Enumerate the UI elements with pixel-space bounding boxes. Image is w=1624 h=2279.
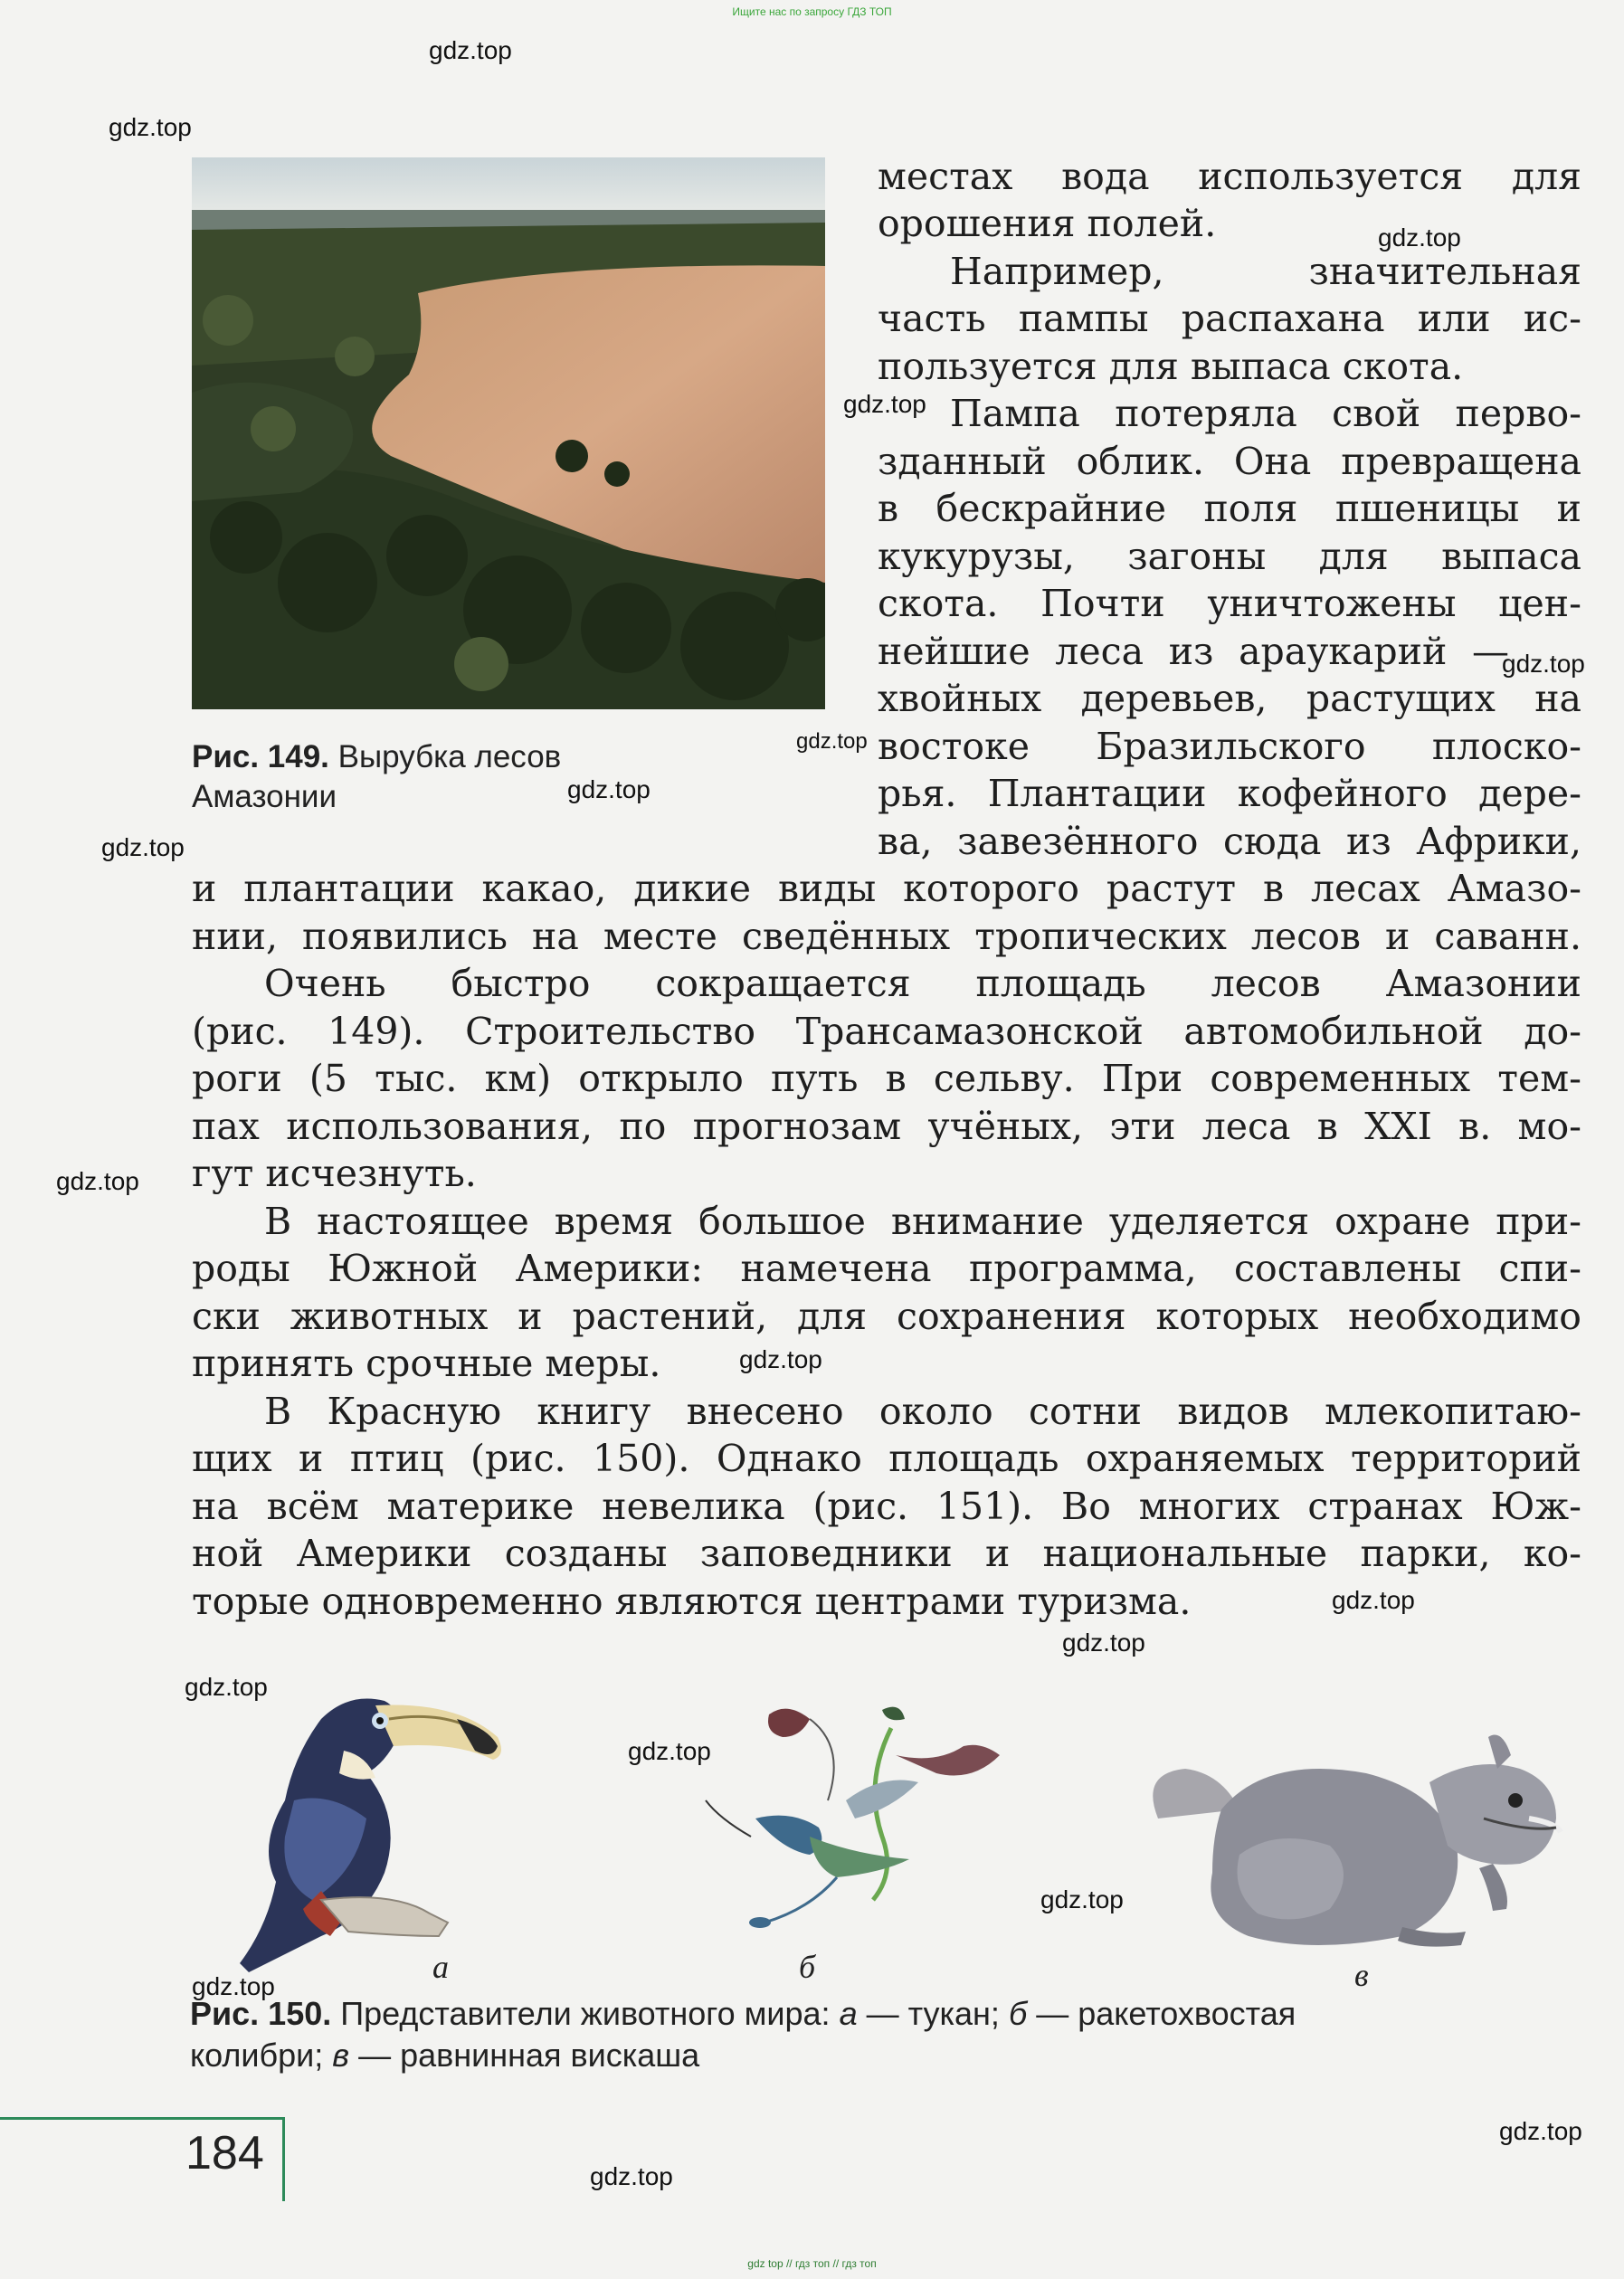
text-line: принять срочные меры. — [192, 1342, 661, 1385]
caption-letter: а — [839, 1995, 858, 2032]
figure-letter-v: в — [1354, 1957, 1369, 1993]
caption-text: — ракетохвостая — [1027, 1995, 1296, 2032]
text-line: местах вода используется для — [878, 155, 1581, 198]
watermark: gdz.top — [1062, 1629, 1145, 1657]
watermark: gdz.top — [628, 1737, 711, 1765]
text-line: ва, завезённого сюда из Африки, — [878, 820, 1581, 863]
caption-text: колибри; — [190, 2037, 333, 2074]
text-line: ски животных и растений, для сохранения которых необходимо — [192, 1295, 1581, 1338]
caption-letter: б — [1008, 1995, 1028, 2032]
watermark: gdz.top — [192, 1972, 275, 2000]
amazon-deforestation-photo — [192, 157, 825, 709]
bottom-banner: gdz top // гдз топ // гдз топ — [747, 2257, 877, 2270]
watermark: gdz.top — [56, 1167, 139, 1195]
figure-label: Рис. 149. — [192, 739, 329, 774]
watermark: gdz.top — [185, 1673, 268, 1701]
watermark: gdz.top — [1499, 2117, 1582, 2145]
watermark: gdz.top — [1040, 1885, 1124, 1913]
figure-label: Рис. 150. — [190, 1995, 332, 2032]
text-line: пользуется для выпаса скота. — [878, 345, 1464, 388]
text-line: востоке Бразильского плоско- — [878, 725, 1581, 768]
text-line: В настоящее время большое внимание уделяется охране при- — [264, 1200, 1581, 1243]
text-line: роги (5 тыс. км) открыло путь в сельву. При современных тем- — [192, 1057, 1581, 1100]
text-line: (рис. 149). Строительство Трансамазонской автомобильной до- — [192, 1010, 1581, 1053]
text-line: щих и птиц (рис. 150). Однако площадь охраняемых территорий — [192, 1437, 1581, 1480]
top-banner: Ищите нас по запросу ГДЗ ТОП — [732, 5, 892, 18]
text-line: кукурузы, загоны для выпаса — [878, 535, 1581, 578]
figure-149-caption — [192, 737, 561, 817]
watermark: gdz.top — [843, 390, 926, 418]
text-line: скота. Почти уничтожены цен- — [878, 582, 1581, 625]
watermark: gdz.top — [590, 2162, 673, 2190]
text-line: на всём материке невелика (рис. 151). Во многих странах Юж- — [192, 1485, 1581, 1528]
caption-letter: в — [332, 2037, 350, 2074]
figure-letter-b: б — [799, 1949, 816, 1985]
text-line: и плантации какао, дикие виды которого растут в лесах Амазо- — [192, 867, 1581, 910]
watermark: gdz.top — [429, 36, 512, 64]
hummingbird-illustration — [701, 1692, 1027, 1936]
text-line: ной Америки созданы заповедники и национальные парки, ко- — [192, 1532, 1581, 1575]
watermark: gdz.top — [101, 833, 185, 861]
text-line: Например, значительная — [950, 250, 1581, 293]
text-line: рья. Плантации кофейного дере- — [878, 772, 1581, 815]
text-line: нейшие леса из араукарий — — [878, 630, 1509, 673]
text-line: зданный облик. Она превращена — [878, 440, 1581, 483]
text-line: пах использования, по прогнозам учёных, эти леса в XXI в. мо- — [192, 1105, 1581, 1148]
text-line: орошения полей. — [878, 202, 1217, 245]
text-line: нии, появились на месте сведённых тропических лесов и саванн. — [192, 915, 1581, 958]
watermark: gdz.top — [1332, 1586, 1415, 1614]
text-line: роды Южной Америки: намечена программа, составлены спи- — [192, 1247, 1581, 1290]
caption-text: — тукан; — [857, 1995, 1009, 2032]
text-line: Пампа потеряла свой перво- — [950, 392, 1581, 435]
text-line: часть пампы распахана или ис- — [878, 297, 1581, 340]
text-line: торые одновременно являются центрами туризма. — [192, 1580, 1192, 1623]
figure-letter-a: а — [432, 1949, 449, 1985]
viscacha-illustration — [1131, 1719, 1583, 1954]
watermark: gdz.top — [109, 113, 192, 141]
caption-text: Вырубка лесов — [337, 739, 562, 774]
caption-text: Представители животного мира: — [340, 1995, 840, 2032]
text-line: В Красную книгу внесено около сотни видов млекопитаю- — [264, 1390, 1581, 1433]
watermark: gdz.top — [796, 729, 868, 754]
text-line: гут исчезнуть. — [192, 1152, 477, 1195]
text-line: в бескрайние поля пшеницы и — [878, 487, 1581, 530]
figure-150-caption — [190, 1993, 1296, 2076]
watermark: gdz.top — [1502, 650, 1585, 678]
watermark: gdz.top — [1378, 223, 1461, 252]
watermark: gdz.top — [567, 775, 651, 803]
watermark: gdz.top — [739, 1345, 822, 1373]
text-line: хвойных деревьев, растущих на — [878, 677, 1581, 720]
text-line: Очень быстро сокращается площадь лесов Амазонии — [264, 962, 1581, 1005]
page-number: 184 — [185, 2127, 264, 2179]
caption-text: Амазонии — [192, 779, 337, 814]
toucan-illustration — [185, 1665, 565, 1972]
caption-text: — равнинная вискаша — [349, 2037, 700, 2074]
